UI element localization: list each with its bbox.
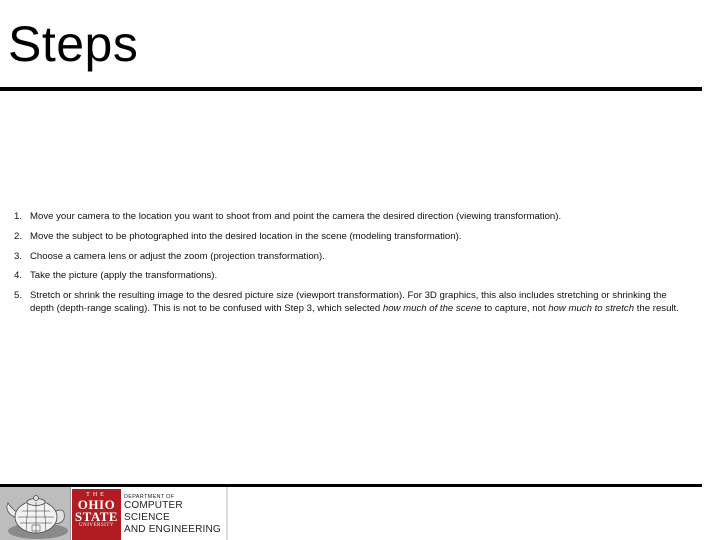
step-number: 5. [14,290,23,302]
footer-edge-divider [226,487,228,540]
title-divider [0,87,702,91]
step-number: 3. [14,250,23,262]
step-emphasis: how much of the scene [382,303,482,315]
department-of: DEPARTMENT OF [124,494,175,500]
department-line-1: COMPUTER SCIENCE [124,500,183,523]
osu-logo-state: STATE [74,509,119,524]
step-text [30,290,679,314]
page-title: Steps [8,16,139,72]
step-text: Take the picture (apply the transformations). [30,270,218,282]
step-text-part: the result. [634,303,679,315]
footer [0,487,230,540]
step-text-part: to capture, not [481,303,549,315]
osu-logo-the: THE [86,492,107,498]
step-number: 4. [14,270,23,282]
osu-logo-university: UNIVERSITY [79,523,114,528]
step-emphasis: how much to stretch [548,303,635,315]
list-item [14,230,684,243]
osu-logo [72,489,121,540]
list-item [14,289,684,315]
list-item [14,210,684,223]
department-line-2: AND ENGINEERING [124,524,221,535]
list-item [14,250,684,263]
osu-logo-ohio: OHIO [77,497,116,512]
step-text: Move your camera to the location you want to shoot from and point the camera the desired direction (viewing transformation). [30,211,562,222]
department-name [124,494,228,536]
step-text: Move the subject to be photographed into the desired location in the scene (modeling transformation). [30,230,462,242]
step-text: Choose a camera lens or adjust the zoom (projection transformation). [30,250,325,262]
steps-list [14,210,684,322]
teapot-icon [0,487,70,540]
step-text-part: Stretch or shrink the resulting image to the desred picture size (viewport transformation). For 3D graphics, this also includes stretching or shrinking the depth (depth-range scaling). This is not to be confused with Step 3, which selected [30,290,667,315]
step-number: 2. [14,230,23,242]
step-number: 1. [14,211,23,222]
teapot-image [0,487,71,540]
list-item [14,269,684,282]
